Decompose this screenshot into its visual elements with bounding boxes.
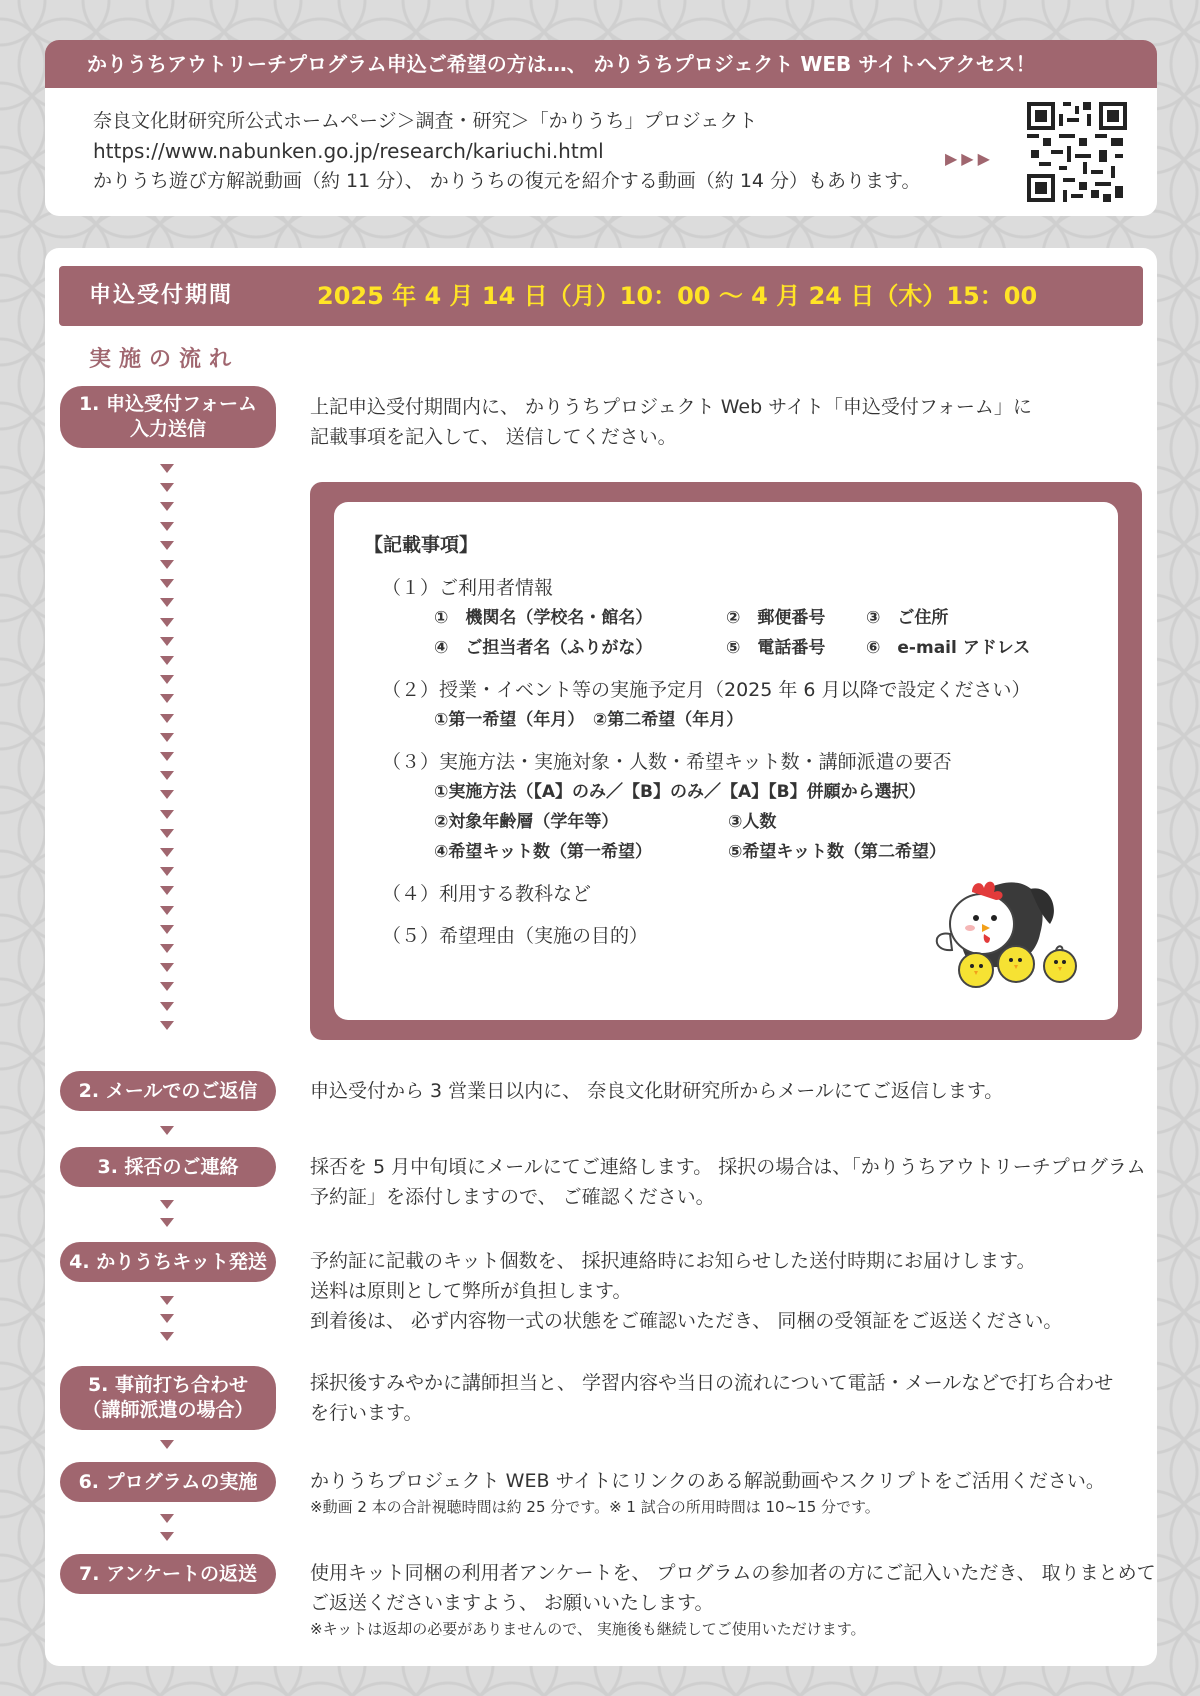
step-7-desc-line-1: 使用キット同梱の利用者アンケートを、 プログラムの参加者の方にご記入いただき、 取りまとめて: [310, 1562, 1156, 1584]
step-1-desc: [310, 392, 1032, 452]
step-3-desc-line-2: 予約証」を添付しますので、 ご確認ください。: [310, 1186, 715, 1208]
flow-arrow-icon: [160, 1021, 174, 1030]
required-items-box: [310, 482, 1142, 1040]
step-5-label-line-1: 5. 事前打ち合わせ: [87, 1374, 249, 1396]
step-5-desc-line-1: 採択後すみやかに講師担当と、 学習内容や当日の流れについて電話・メールなどで打ち合わせ: [310, 1372, 1114, 1394]
step-2-label: 2. メールでのご返信: [60, 1071, 276, 1111]
required-item: ③人数: [728, 812, 777, 832]
required-section-1-items: [434, 603, 1118, 663]
flow-arrow-icon: [160, 1296, 174, 1305]
required-item: ⑤ 電話番号: [726, 638, 826, 658]
flow-arrow-icon: [160, 886, 174, 895]
flow-title: 実施の流れ: [89, 347, 240, 372]
flow-arrow-icon: [160, 579, 174, 588]
step-7-desc: [310, 1558, 1156, 1640]
required-section-2: （２）授業・イベント等の実施予定月（2025 年 6 月以降で設定ください）: [382, 679, 1031, 701]
required-item: ⑥ e-mail アドレス: [866, 638, 1031, 658]
flow-arrow-icon: [160, 733, 174, 742]
flow-arrow-icon: [160, 598, 174, 607]
required-item: ②対象年齢層（学年等）: [434, 812, 619, 832]
step-4-desc-line-3: 到着後は、 必ず内容物一式の状態をご確認いただき、 同梱の受領証をご返送ください。: [310, 1310, 1063, 1332]
main-panel: [45, 248, 1157, 1666]
step-7-desc-line-2: ご返送くださいますよう、 お願いいたします。: [310, 1592, 714, 1614]
required-section-3: （３）実施方法・実施対象・人数・希望キット数・講師派遣の要否: [382, 751, 952, 773]
flow-arrow-icon: [160, 675, 174, 684]
application-period-banner: [59, 266, 1143, 326]
flow-arrow-icon: [160, 1514, 174, 1523]
flow-arrow-icon: [160, 1126, 174, 1135]
flow-arrow-icon: [160, 694, 174, 703]
flow-arrow-icon: [160, 1532, 174, 1541]
flow-arrow-icon: [160, 560, 174, 569]
required-section-2-items: ①第一希望（年月） ②第二希望（年月）: [434, 710, 744, 730]
flow-arrow-icon: [160, 1440, 174, 1449]
step-4-desc-line-1: 予約証に記載のキット個数を、 採択連絡時にお知らせした送付時期にお届けします。: [310, 1250, 1036, 1272]
step-4-desc-line-2: 送料は原則として弊所が負担します。: [310, 1280, 632, 1302]
step-3-label: 3. 採否のご連絡: [60, 1147, 276, 1187]
required-section-5: （５）希望理由（実施の目的）: [382, 925, 649, 947]
flow-arrow-icon: [160, 1218, 174, 1227]
step-1-label-line-2: 入力送信: [129, 418, 206, 440]
flow-arrow-icon: [160, 541, 174, 550]
flow-arrow-icon: [160, 1002, 174, 1011]
flow-arrow-icon: [160, 714, 174, 723]
flow-arrow-icon: [160, 656, 174, 665]
flow-arrow-icon: [160, 810, 174, 819]
step-1-desc-line-2: 記載事項を記入して、 送信してください。: [310, 426, 677, 448]
flow-arrow-icon: [160, 963, 174, 972]
step-5-desc: [310, 1368, 1113, 1428]
step-2-desc-line-1: 申込受付から 3 営業日以内に、 奈良文化財研究所からメールにてご返信します。: [310, 1080, 1004, 1102]
flow-arrow-icon: [160, 867, 174, 876]
access-path: 奈良文化財研究所公式ホームページ＞調査・研究＞「かりうち」プロジェクト: [93, 110, 758, 132]
step-7-note: ※キットは返却の必要がありませんので、 実施後も継続してご使用いただけます。: [310, 1620, 866, 1638]
flow-arrow-icon: [160, 483, 174, 492]
required-item: ①実施方法（【A】のみ／【B】のみ／【A】【B】併願から選択）: [434, 782, 926, 802]
flow-arrow-icon: [160, 464, 174, 473]
step-6-desc: [310, 1466, 1105, 1518]
period-label: 申込受付期間: [89, 283, 234, 308]
flow-arrow-icon: [160, 829, 174, 838]
step-4-desc: [310, 1246, 1062, 1336]
step-3-desc-line-1: 採否を 5 月中旬頃にメールにてご連絡します。 採択の場合は、「かりうちアウトリーチプログラム: [310, 1156, 1146, 1178]
step-5-label: [60, 1366, 276, 1430]
hen-mascot-icon: [910, 854, 1090, 994]
flow-arrow-icon: [160, 1314, 174, 1323]
flow-arrow-icon: [160, 944, 174, 953]
step-5-label-line-2: （講師派遣の場合）: [82, 1399, 254, 1421]
flow-arrow-icon: [160, 637, 174, 646]
flow-arrow-icon: [160, 925, 174, 934]
required-section-4: （４）利用する教科など: [382, 883, 592, 905]
step-1-label: [60, 386, 276, 448]
required-section-1: （１）ご利用者情報: [382, 577, 554, 599]
step-4-label: 4. かりうちキット発送: [60, 1242, 276, 1282]
required-item: ① 機関名（学校名・館名）: [434, 608, 653, 628]
flow-arrow-icon: [160, 502, 174, 511]
step-1-desc-line-1: 上記申込受付期間内に、 かりうちプロジェクト Web サイト「申込受付フォーム」に: [310, 396, 1032, 418]
flow-arrow-icon: [160, 906, 174, 915]
required-item: ③ ご住所: [866, 608, 949, 628]
access-heading: かりうちアウトリーチプログラム申込ご希望の方は…、 かりうちプロジェクト WEB サイトへアクセス！: [45, 40, 1157, 88]
step-6-label: 6. プログラムの実施: [60, 1462, 276, 1502]
flow-arrow-icon: [160, 982, 174, 991]
required-items-title: 【記載事項】: [364, 534, 479, 556]
required-item: ④希望キット数（第一希望）: [434, 842, 653, 862]
step-3-desc: [310, 1152, 1146, 1212]
step-1-label-line-1: 1. 申込受付フォーム: [78, 393, 258, 415]
access-box: [45, 40, 1157, 216]
access-videos: かりうち遊び方解説動画（約 11 分）、 かりうちの復元を紹介する動画（約 14 分）もあります。: [93, 170, 921, 192]
flow-arrow-icon: [160, 1200, 174, 1209]
required-item: ④ ご担当者名（ふりがな）: [434, 638, 653, 658]
period-value: 2025 年 4 月 14 日（月）10：00 ～ 4 月 24 日（木）15：00: [317, 282, 1038, 310]
flow-arrow-icon: [160, 618, 174, 627]
flow-arrow-icon: [160, 1332, 174, 1341]
access-url[interactable]: https://www.nabunken.go.jp/research/kariuchi.html: [93, 139, 604, 163]
step-6-note: ※動画 2 本の合計視聴時間は約 25 分です。※ 1 試合の所用時間は 10~15 分です。: [310, 1498, 880, 1516]
step-7-label: 7. アンケートの返送: [60, 1554, 276, 1594]
flow-arrow-icon: [160, 790, 174, 799]
step-5-desc-line-2: を行います。: [310, 1402, 423, 1424]
required-item: ⑤希望キット数（第二希望）: [728, 842, 947, 862]
flow-arrow-icon: [160, 771, 174, 780]
qr-code-icon[interactable]: [1027, 102, 1127, 202]
required-item: ② 郵便番号: [726, 608, 826, 628]
flow-arrow-icon: [160, 848, 174, 857]
arrows-icon: ▶▶▶: [945, 149, 994, 168]
step-2-desc: [310, 1076, 1003, 1106]
flow-arrow-icon: [160, 522, 174, 531]
step-6-desc-line-1: かりうちプロジェクト WEB サイトにリンクのある解説動画やスクリプトをご活用ください。: [310, 1470, 1105, 1492]
flow-arrow-icon: [160, 752, 174, 761]
